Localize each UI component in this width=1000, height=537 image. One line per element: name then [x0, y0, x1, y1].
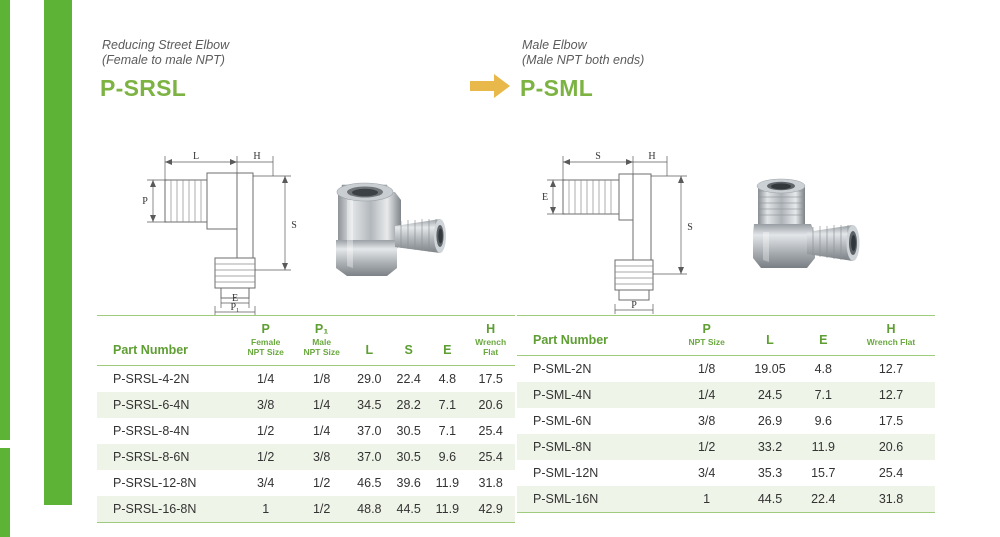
cell-part-number: P-SML-8N	[533, 440, 592, 454]
cell-l: 24.5	[757, 388, 783, 402]
dim-label-S-top: S	[595, 151, 601, 162]
cell-h: 20.6	[478, 398, 503, 412]
cell-p1: 1/2	[312, 476, 331, 490]
cell-part-number: P-SML-2N	[533, 362, 592, 376]
cell-e: 9.6	[814, 414, 832, 428]
cell-p: 3/4	[256, 476, 275, 490]
cell-e: 7.1	[438, 424, 457, 438]
cell-h: 20.6	[878, 440, 904, 454]
table-row	[97, 496, 515, 523]
cell-part-number: P-SML-16N	[517, 486, 673, 513]
cell-part-number: P-SML-6N	[533, 414, 592, 428]
cell-l: 46.5	[357, 476, 382, 490]
table-row	[517, 382, 935, 408]
cell-h: 12.7	[878, 388, 904, 402]
cell-p: 1/2	[256, 424, 275, 438]
cell-e: 11.9	[435, 476, 460, 490]
cell-p: 1/4	[256, 372, 275, 386]
cell-part-number: P-SML-12N	[533, 466, 599, 480]
col-s: S	[389, 316, 428, 366]
cell-p: 3/4	[697, 466, 716, 480]
cell-s: 44.5	[389, 496, 428, 523]
panel-title-right: P-SML	[520, 75, 594, 101]
cell-h: 17.5	[878, 414, 904, 428]
cell-e: 4.8	[814, 362, 832, 376]
cell-p: 1/2	[256, 450, 275, 464]
cell-h: 25.4	[878, 466, 904, 480]
product-photo-left	[336, 183, 446, 276]
cell-h: 12.7	[878, 362, 904, 376]
cell-p: 1/8	[697, 362, 716, 376]
cell-p: 1	[673, 486, 741, 513]
col-h: H Wrench Flat	[466, 316, 515, 366]
cell-l: 44.5	[740, 486, 799, 513]
technical-drawing-left	[95, 140, 515, 315]
table-header-row	[517, 316, 935, 356]
cell-part-number: P-SML-4N	[533, 388, 592, 402]
cell-p1: 1/4	[312, 398, 331, 412]
table-row	[97, 418, 515, 444]
cell-part-number: P-SRSL-4-2N	[113, 372, 190, 386]
cell-h: 25.4	[478, 424, 503, 438]
cell-l: 34.5	[357, 398, 382, 412]
cell-e: 9.6	[438, 450, 457, 464]
col-e: E	[800, 316, 847, 356]
panel-reducing-street-elbow	[95, 0, 515, 537]
panel-subtitle-right	[522, 38, 644, 68]
col-l: L	[740, 316, 799, 356]
cell-p1: 1/8	[312, 372, 331, 386]
panel-title-left: P-SRSL	[100, 75, 187, 101]
cell-part-number: P-SRSL-8-4N	[113, 424, 190, 438]
cell-l: 33.2	[757, 440, 783, 454]
dim-label-P1: P₁	[230, 302, 240, 313]
table-row	[517, 408, 935, 434]
cell-p1: 1/2	[294, 496, 350, 523]
cell-h: 42.9	[466, 496, 515, 523]
col-e: E	[428, 316, 466, 366]
accent-bar-bottom	[0, 448, 10, 537]
table-row	[517, 486, 935, 513]
dim-label-S: S	[291, 220, 297, 231]
cell-p: 3/8	[256, 398, 275, 412]
cell-l: 48.8	[350, 496, 389, 523]
spec-table-right	[517, 315, 935, 513]
cell-p: 1/2	[697, 440, 716, 454]
cell-l: 29.0	[357, 372, 382, 386]
cell-p1: 1/4	[312, 424, 331, 438]
arrow-right-icon	[468, 72, 512, 100]
dim-label-L: L	[192, 151, 200, 162]
dim-label-P: P	[631, 300, 637, 311]
cell-l: 37.0	[357, 450, 382, 464]
subtitle-line-2: (Female to male NPT)	[102, 53, 225, 67]
dim-label-H: H	[648, 151, 656, 162]
cell-e: 11.9	[811, 440, 835, 454]
accent-bar-secondary	[44, 0, 72, 505]
cell-h: 25.4	[478, 450, 503, 464]
cell-s: 28.2	[396, 398, 421, 412]
cell-s: 30.5	[396, 450, 421, 464]
subtitle-line-1: Male Elbow	[522, 38, 587, 52]
cell-s: 30.5	[396, 424, 421, 438]
cell-e: 4.8	[438, 372, 457, 386]
table-row	[517, 356, 935, 383]
table-row	[97, 470, 515, 496]
col-part-number: Part Number	[97, 316, 238, 366]
panel-male-elbow	[515, 0, 935, 537]
product-photo-right	[753, 179, 860, 268]
cell-part-number: P-SRSL-16-8N	[97, 496, 238, 523]
subtitle-line-1: Reducing Street Elbow	[102, 38, 230, 52]
table-row	[517, 460, 935, 486]
table-row	[97, 366, 515, 393]
col-p: P NPT Size	[673, 316, 741, 356]
cell-h: 17.5	[478, 372, 503, 386]
cell-l: 26.9	[757, 414, 783, 428]
panel-subtitle-left	[102, 38, 229, 68]
dim-label-P: P	[142, 196, 148, 207]
dim-label-S-side: S	[687, 222, 693, 233]
dim-label-H: H	[253, 151, 261, 162]
dim-label-E: E	[541, 192, 549, 203]
dim-label-E: E	[231, 293, 239, 304]
table-row	[517, 434, 935, 460]
col-l: L	[350, 316, 389, 366]
cell-h: 31.8	[478, 476, 503, 490]
cell-e: 7.1	[814, 388, 832, 402]
cell-l: 19.05	[754, 362, 786, 376]
technical-drawing-right	[515, 140, 935, 315]
cell-p: 3/8	[697, 414, 716, 428]
table-row	[97, 444, 515, 470]
cell-e: 15.7	[811, 466, 836, 480]
accent-bar-top	[0, 0, 10, 440]
col-part-number: Part Number	[517, 316, 673, 356]
cell-h: 31.8	[847, 486, 935, 513]
subtitle-line-2: (Male NPT both ends)	[522, 53, 645, 67]
cell-p: 1	[238, 496, 294, 523]
cell-s: 39.6	[396, 476, 421, 490]
cell-part-number: P-SRSL-6-4N	[113, 398, 190, 412]
table-header-row	[97, 316, 515, 366]
cell-p1: 3/8	[312, 450, 331, 464]
col-h: H Wrench Flat	[847, 316, 935, 356]
cell-part-number: P-SRSL-12-8N	[113, 476, 197, 490]
table-row	[97, 392, 515, 418]
cell-e: 22.4	[800, 486, 847, 513]
col-p: P Female NPT Size	[238, 316, 294, 366]
cell-e: 7.1	[438, 398, 457, 412]
cell-e: 11.9	[428, 496, 466, 523]
col-p1: P₁ Male NPT Size	[294, 316, 350, 366]
spec-table-left	[97, 315, 515, 523]
cell-part-number: P-SRSL-8-6N	[113, 450, 190, 464]
cell-l: 35.3	[757, 466, 783, 480]
cell-p: 1/4	[697, 388, 716, 402]
cell-l: 37.0	[357, 424, 382, 438]
cell-s: 22.4	[396, 372, 421, 386]
